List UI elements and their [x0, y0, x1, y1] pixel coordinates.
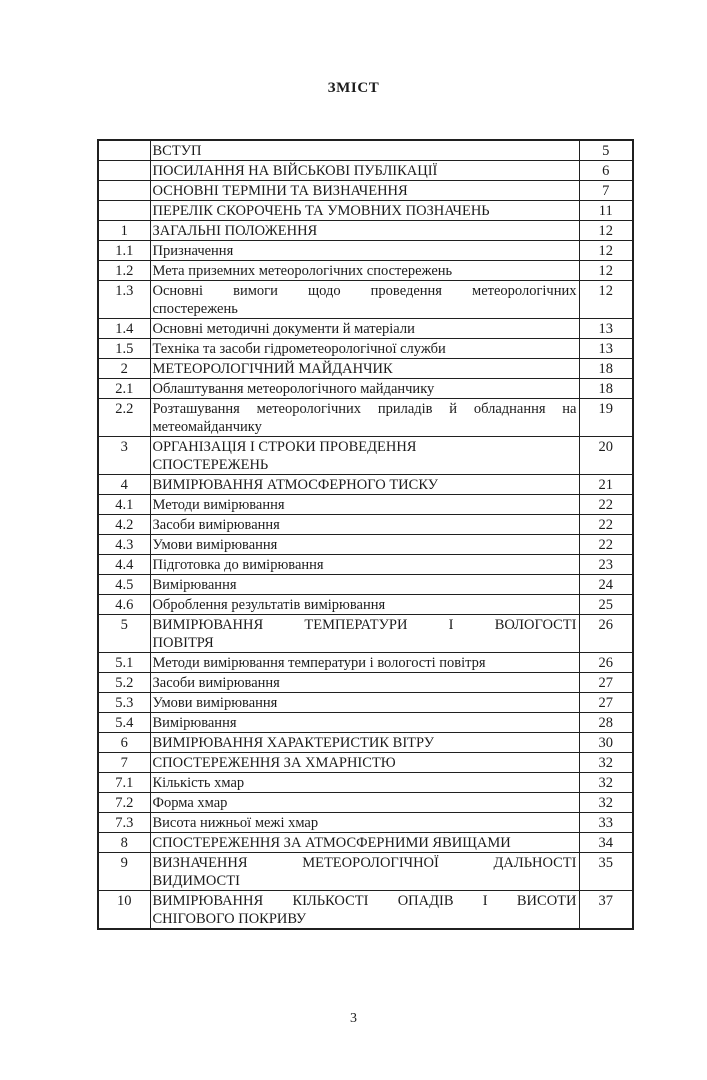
toc-page-number: 22 [579, 495, 633, 515]
toc-page-number: 32 [579, 793, 633, 813]
toc-section-number [98, 161, 150, 181]
toc-entry-title [150, 515, 579, 535]
toc-row [98, 833, 633, 853]
toc-section-number: 1.4 [98, 319, 150, 339]
toc-section-number: 4 [98, 475, 150, 495]
toc-page-number: 27 [579, 673, 633, 693]
toc-section-number: 1.3 [98, 281, 150, 319]
toc-row [98, 241, 633, 261]
toc-section-number: 2.2 [98, 399, 150, 437]
toc-row [98, 853, 633, 891]
page-title: ЗМІСТ [327, 80, 380, 96]
toc-entry-title-line: МЕТЕОРОЛОГІЧНИЙ МАЙДАНЧИК [152, 360, 393, 377]
toc-entry-title-line: Форма хмар [152, 794, 228, 811]
toc-row [98, 595, 633, 615]
toc-entry-title-line: ВИМІРЮВАННЯ КІЛЬКОСТІ ОПАДІВ І ВИСОТИ [152, 892, 577, 909]
toc-row [98, 181, 633, 201]
toc-row [98, 437, 633, 475]
toc-row [98, 793, 633, 813]
toc-section-number: 6 [98, 733, 150, 753]
toc-entry-title [150, 575, 579, 595]
toc-entry-title-line: ПЕРЕЛІК СКОРОЧЕНЬ ТА УМОВНИХ ПОЗНАЧЕНЬ [152, 202, 490, 219]
toc-row [98, 319, 633, 339]
toc-entry-title [150, 733, 579, 753]
toc-section-number: 1 [98, 221, 150, 241]
toc-page-number: 28 [579, 713, 633, 733]
toc-row [98, 753, 633, 773]
toc-entry-title [150, 495, 579, 515]
toc-page-number: 22 [579, 535, 633, 555]
toc-entry-title-line: Вимірювання [152, 576, 237, 593]
toc-entry-title [150, 339, 579, 359]
toc-row [98, 161, 633, 181]
toc-section-number: 5.2 [98, 673, 150, 693]
toc-entry-title-line: спостережень [152, 300, 238, 317]
toc-entry-title [150, 673, 579, 693]
toc-section-number: 5.1 [98, 653, 150, 673]
toc-row [98, 773, 633, 793]
toc-row [98, 140, 633, 161]
toc-entry-title [150, 853, 579, 891]
toc-page-number: 26 [579, 615, 633, 653]
toc-row [98, 221, 633, 241]
toc-entry-title-line: Кількість хмар [152, 774, 245, 791]
toc-page-number: 32 [579, 753, 633, 773]
toc-row [98, 891, 633, 930]
toc-entry-title [150, 140, 579, 161]
toc-page-number: 12 [579, 261, 633, 281]
toc-section-number: 7.2 [98, 793, 150, 813]
toc-entry-title-line: Розташування метеорологічних приладів й обладнання на [152, 400, 577, 417]
toc-page-number: 24 [579, 575, 633, 595]
toc-page-number: 22 [579, 515, 633, 535]
toc-section-number: 9 [98, 853, 150, 891]
toc-entry-title [150, 595, 579, 615]
toc-page-number: 18 [579, 359, 633, 379]
toc-row [98, 495, 633, 515]
toc-entry-title-line: Підготовка до вимірювання [152, 556, 324, 573]
toc-section-number: 5.3 [98, 693, 150, 713]
toc-page-number: 12 [579, 281, 633, 319]
toc-row [98, 359, 633, 379]
toc-entry-title-line: Призначення [152, 242, 234, 259]
toc-section-number: 5 [98, 615, 150, 653]
toc-page-number: 12 [579, 241, 633, 261]
toc-page-number: 20 [579, 437, 633, 475]
toc-entry-title-line: Методи вимірювання [152, 496, 285, 513]
toc-page-number: 21 [579, 475, 633, 495]
toc-page-number: 6 [579, 161, 633, 181]
toc-entry-title-line: ВИМІРЮВАННЯ ХАРАКТЕРИСТИК ВІТРУ [152, 734, 434, 751]
toc-section-number: 7 [98, 753, 150, 773]
toc-row [98, 575, 633, 595]
toc-page-number: 35 [579, 853, 633, 891]
toc-page-number: 12 [579, 221, 633, 241]
toc-entry-title-line: ВИДИМОСТІ [152, 872, 240, 889]
toc-entry-title [150, 793, 579, 813]
toc-section-number: 8 [98, 833, 150, 853]
toc-page-number: 33 [579, 813, 633, 833]
toc-section-number: 4.4 [98, 555, 150, 575]
toc-entry-title-line: Облаштування метеорологічного майданчику [152, 380, 435, 397]
toc-row [98, 261, 633, 281]
toc-page-number: 13 [579, 339, 633, 359]
toc-entry-title-line: Умови вимірювання [152, 536, 278, 553]
toc-section-number: 1.1 [98, 241, 150, 261]
toc-entry-title-line: ВИЗНАЧЕННЯ МЕТЕОРОЛОГІЧНОЇ ДАЛЬНОСТІ [152, 854, 577, 871]
toc-row [98, 733, 633, 753]
toc-section-number: 10 [98, 891, 150, 930]
toc-row [98, 379, 633, 399]
toc-entry-title [150, 475, 579, 495]
toc-section-number: 2 [98, 359, 150, 379]
toc-entry-title [150, 713, 579, 733]
toc-page-number: 18 [579, 379, 633, 399]
toc-page-number: 19 [579, 399, 633, 437]
toc-entry-title-line: Умови вимірювання [152, 694, 278, 711]
toc-section-number: 7.3 [98, 813, 150, 833]
toc-entry-title [150, 753, 579, 773]
toc-entry-title-line: Висота нижньої межі хмар [152, 814, 319, 831]
toc-entry-title-line: ОРГАНІЗАЦІЯ І СТРОКИ ПРОВЕДЕННЯ [152, 438, 417, 455]
toc-entry-title [150, 653, 579, 673]
toc-entry-title-line: Вимірювання [152, 714, 237, 731]
toc-row [98, 673, 633, 693]
toc-page-number: 11 [579, 201, 633, 221]
toc-row [98, 653, 633, 673]
toc-entry-title-line: Техніка та засоби гідрометеорологічної служби [152, 340, 446, 357]
toc-entry-title-line: ЗАГАЛЬНІ ПОЛОЖЕННЯ [152, 222, 318, 239]
toc-row [98, 339, 633, 359]
toc-entry-title-line: Основні методичні документи й матеріали [152, 320, 415, 337]
toc-section-number: 4.6 [98, 595, 150, 615]
toc-row [98, 201, 633, 221]
toc-section-number: 1.5 [98, 339, 150, 359]
toc-entry-title-line: метеомайданчику [152, 418, 262, 435]
toc-entry-title [150, 437, 579, 475]
toc-entry-title-line: СПОСТЕРЕЖЕНЬ [152, 456, 269, 473]
toc-entry-title-line: Засоби вимірювання [152, 516, 280, 533]
toc-entry-title [150, 379, 579, 399]
toc-page-number: 37 [579, 891, 633, 930]
toc-entry-title-line: Мета приземних метеорологічних спостережень [152, 262, 453, 279]
toc-entry-title-line: СПОСТЕРЕЖЕННЯ ЗА АТМОСФЕРНИМИ ЯВИЩАМИ [152, 834, 511, 851]
toc-page-number: 32 [579, 773, 633, 793]
toc-page-number: 27 [579, 693, 633, 713]
toc-section-number: 4.3 [98, 535, 150, 555]
toc-entry-title-line: Засоби вимірювання [152, 674, 280, 691]
toc-entry-title-line: ПОВІТРЯ [152, 634, 214, 651]
toc-page-number: 7 [579, 181, 633, 201]
toc-row [98, 399, 633, 437]
toc-page-number: 23 [579, 555, 633, 575]
toc-page-number: 5 [579, 140, 633, 161]
toc-entry-title [150, 833, 579, 853]
toc-section-number [98, 201, 150, 221]
toc-row [98, 555, 633, 575]
toc-page-number: 13 [579, 319, 633, 339]
toc-entry-title-line: Оброблення результатів вимірювання [152, 596, 386, 613]
toc-row [98, 713, 633, 733]
toc-entry-title-line: ОСНОВНІ ТЕРМІНИ ТА ВИЗНАЧЕННЯ [152, 182, 408, 199]
toc-entry-title [150, 181, 579, 201]
toc-row [98, 475, 633, 495]
toc-entry-title-line: ПОСИЛАННЯ НА ВІЙСЬКОВІ ПУБЛІКАЦІЇ [152, 162, 438, 179]
toc-section-number [98, 181, 150, 201]
toc-entry-title [150, 615, 579, 653]
toc-section-number: 5.4 [98, 713, 150, 733]
toc-entry-title [150, 221, 579, 241]
toc-entry-title [150, 891, 579, 930]
toc-row [98, 615, 633, 653]
toc-entry-title-line: ВИМІРЮВАННЯ АТМОСФЕРНОГО ТИСКУ [152, 476, 438, 493]
toc-entry-title [150, 161, 579, 181]
toc-row [98, 281, 633, 319]
toc-section-number: 4.2 [98, 515, 150, 535]
toc-entry-title [150, 773, 579, 793]
toc-section-number: 4.5 [98, 575, 150, 595]
toc-section-number: 1.2 [98, 261, 150, 281]
toc-entry-title [150, 555, 579, 575]
toc-row [98, 515, 633, 535]
toc-row [98, 813, 633, 833]
toc-entry-title [150, 201, 579, 221]
toc-entry-title [150, 281, 579, 319]
toc-table-body [98, 140, 633, 929]
toc-row [98, 693, 633, 713]
toc-entry-title [150, 359, 579, 379]
toc-page-number: 25 [579, 595, 633, 615]
toc-page-number: 26 [579, 653, 633, 673]
toc-entry-title [150, 399, 579, 437]
toc-section-number [98, 140, 150, 161]
toc-table [97, 139, 634, 930]
toc-entry-title-line: ВСТУП [152, 142, 202, 159]
toc-entry-title-line: СПОСТЕРЕЖЕННЯ ЗА ХМАРНІСТЮ [152, 754, 396, 771]
toc-entry-title [150, 813, 579, 833]
toc-section-number: 7.1 [98, 773, 150, 793]
toc-section-number: 4.1 [98, 495, 150, 515]
toc-page-number: 34 [579, 833, 633, 853]
toc-entry-title-line: Методи вимірювання температури і вологості повітря [152, 654, 486, 671]
toc-section-number: 2.1 [98, 379, 150, 399]
toc-entry-title [150, 241, 579, 261]
toc-entry-title [150, 319, 579, 339]
toc-row [98, 535, 633, 555]
page-number: 3 [350, 1011, 357, 1026]
toc-section-number: 3 [98, 437, 150, 475]
toc-entry-title-line: ВИМІРЮВАННЯ ТЕМПЕРАТУРИ І ВОЛОГОСТІ [152, 616, 577, 633]
toc-entry-title-line: Основні вимоги щодо проведення метеорологічних [152, 282, 577, 299]
toc-entry-title [150, 535, 579, 555]
toc-entry-title [150, 261, 579, 281]
toc-page-number: 30 [579, 733, 633, 753]
toc-entry-title-line: СНІГОВОГО ПОКРИВУ [152, 910, 307, 927]
toc-entry-title [150, 693, 579, 713]
